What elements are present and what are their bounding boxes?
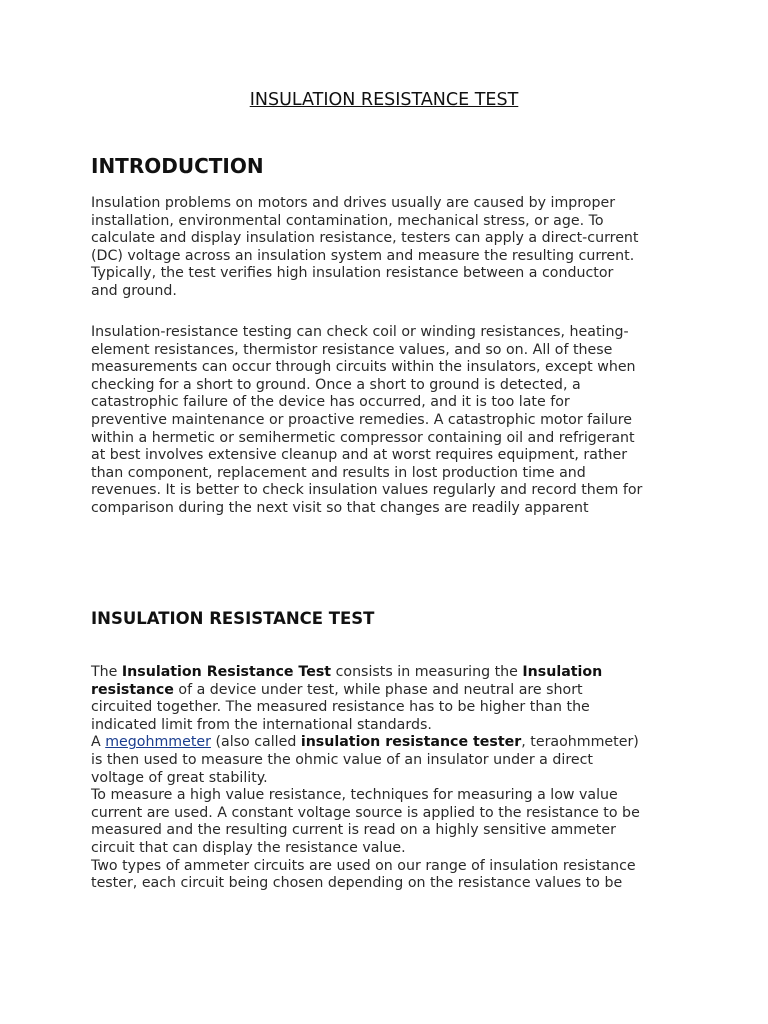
paragraph-line: Two types of ammeter circuits are used on our range of insulation resistance — [91, 857, 636, 874]
document-title: INSULATION RESISTANCE TEST — [249, 90, 519, 110]
paragraph-line: tester, each circuit being chosen depending on the resistance values to be — [91, 875, 623, 892]
bold-term: Insulation — [522, 664, 603, 680]
paragraph-line — [91, 734, 691, 752]
paragraph-line: and ground. — [91, 282, 177, 299]
paragraph-line: measurements can occur through circuits within the insulators, except when — [91, 359, 636, 376]
paragraph-line: current are used. A constant voltage source is applied to the resistance to be — [91, 804, 640, 821]
paragraph-line: Typically, the test verifies high insulation resistance between a conductor — [91, 265, 614, 282]
paragraph-line — [91, 682, 691, 700]
paragraph-line: circuit that can display the resistance value. — [91, 839, 406, 856]
paragraph-line: preventive maintenance or proactive remedies. A catastrophic motor failure — [91, 411, 632, 428]
section-paragraph — [91, 664, 691, 893]
paragraph-line: calculate and display insulation resistance, testers can apply a direct-current — [91, 230, 639, 247]
paragraph-line: than component, replacement and results in lost production time and — [91, 464, 586, 481]
paragraph-line: at best involves extensive cleanup and at worst requires equipment, rather — [91, 447, 628, 464]
paragraph-line: checking for a short to ground. Once a short to ground is detected, a — [91, 376, 581, 393]
text-run: consists in measuring the — [331, 664, 523, 680]
paragraph-line: (DC) voltage across an insulation system and measure the resulting current. — [91, 247, 635, 264]
paragraph-line: measured and the resulting current is read on a highly sensitive ammeter — [91, 822, 616, 839]
text-run: (also called — [210, 734, 301, 751]
paragraph-line: To measure a high value resistance, techniques for measuring a low value — [91, 787, 618, 804]
paragraph-line: element resistances, thermistor resistance values, and so on. All of these — [91, 341, 613, 358]
paragraph-line: voltage of great stability. — [91, 769, 268, 786]
paragraph-line: indicated limit from the international standards. — [91, 716, 432, 733]
paragraph-line: revenues. It is better to check insulation values regularly and record them for — [91, 482, 643, 499]
introduction-heading: INTRODUCTION — [91, 154, 264, 178]
text-run: , teraohmmeter) — [521, 734, 639, 751]
paragraph-line: comparison during the next visit so that changes are readily apparent — [91, 499, 589, 516]
paragraph-line: catastrophic failure of the device has occurred, and it is too late for — [91, 394, 570, 411]
bold-term: insulation resistance tester — [300, 734, 522, 751]
paragraph-line: within a hermetic or semihermetic compressor containing oil and refrigerant — [91, 429, 635, 446]
paragraph-line: Insulation problems on motors and drives usually are caused by improper — [91, 195, 616, 211]
paragraph-line: is then used to measure the ohmic value of an insulator under a direct — [91, 751, 593, 768]
bold-term: resistance — [91, 681, 174, 698]
paragraph-line: installation, environmental contamination, mechanical stress, or age. To — [91, 212, 604, 229]
text-run: A — [91, 734, 106, 751]
text-run: of a device under test, while phase and neutral are short — [173, 681, 583, 698]
intro-paragraph-1 — [91, 195, 691, 301]
section-heading: INSULATION RESISTANCE TEST — [91, 609, 375, 628]
megohmmeter-link[interactable]: megohmmeter — [105, 734, 211, 751]
text-run: The — [91, 664, 122, 680]
intro-paragraph-2 — [91, 324, 691, 518]
paragraph-line: circuited together. The measured resistance has to be higher than the — [91, 699, 590, 716]
paragraph-line — [91, 664, 691, 682]
bold-term: Insulation Resistance Test — [121, 664, 332, 680]
paragraph-line: Insulation-resistance testing can check coil or winding resistances, heating- — [91, 324, 629, 340]
